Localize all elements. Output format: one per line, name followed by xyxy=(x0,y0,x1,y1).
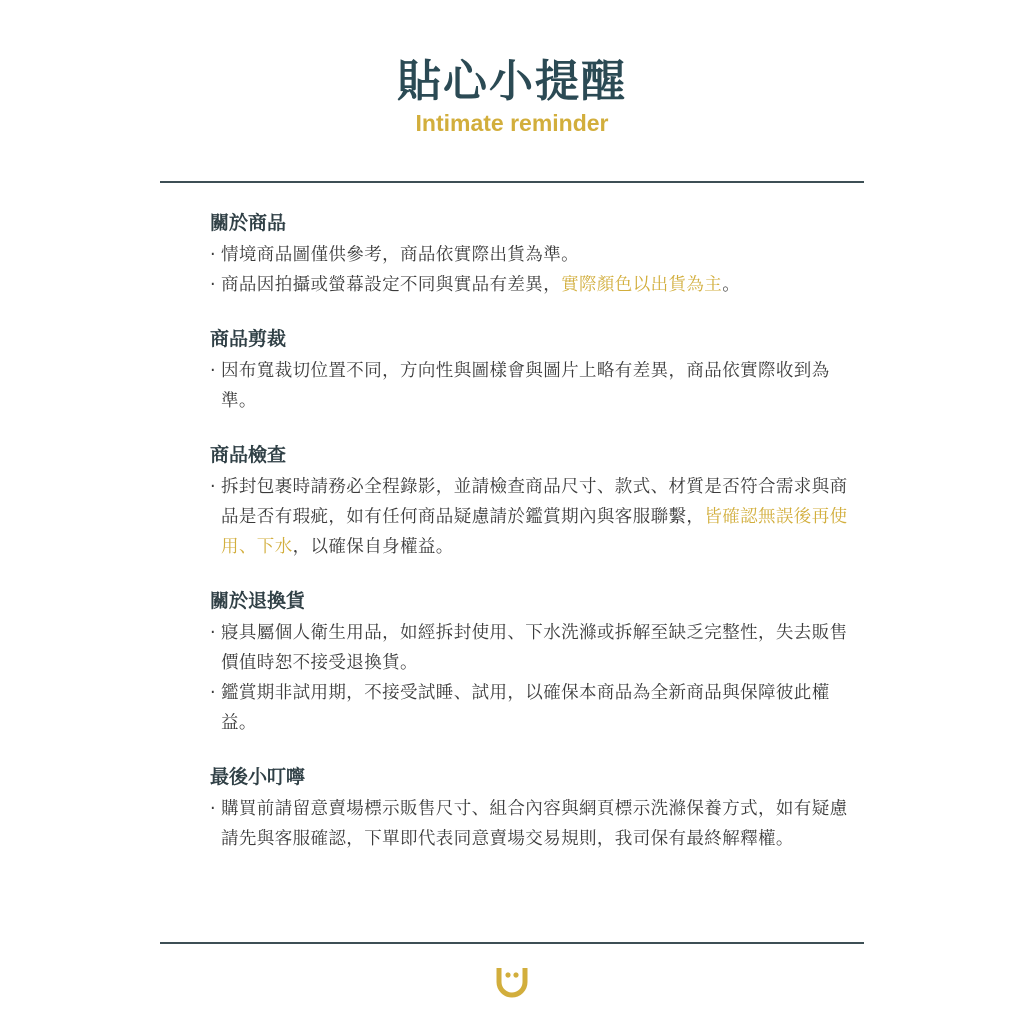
section xyxy=(210,206,850,300)
item-text: 因布寬裁切位置不同，方向性與圖樣會與圖片上略有差異，商品依實際收到為準。 xyxy=(221,361,830,411)
item-text: 寢具屬個人衛生用品，如經拆封使用、下水洗滌或拆解至缺乏完整性，失去販售價值時恕不接受退換貨。 xyxy=(221,623,848,673)
reminder-item xyxy=(210,794,850,854)
reminder-item xyxy=(210,472,850,562)
item-text: 。 xyxy=(722,275,741,295)
reminder-content xyxy=(210,206,850,876)
section-heading: 商品檢查 xyxy=(210,444,287,466)
item-text: 情境商品圖僅供參考，商品依實際出貨為準。 xyxy=(221,245,579,265)
item-text: 鑑賞期非試用期，不接受試睡、試用，以確保本商品為全新商品與保障彼此權益。 xyxy=(221,683,830,733)
item-text: 商品因拍攝或螢幕設定不同與實品有差異， xyxy=(221,275,562,295)
bullet-dot: · xyxy=(210,623,216,643)
item-text: 購買前請留意賣場標示販售尺寸、組合內容與網頁標示洗滌保養方式，如有疑慮請先與客服確認，下單即代表同意賣場交易規則，我司保有最終解釋權。 xyxy=(221,799,848,849)
section-heading: 商品剪裁 xyxy=(210,328,287,350)
reminder-item xyxy=(210,270,850,300)
reminder-item xyxy=(210,356,850,416)
section-heading: 最後小叮嚀 xyxy=(210,766,306,788)
page-subtitle: Intimate reminder xyxy=(415,110,609,136)
section xyxy=(210,438,850,562)
reminder-item xyxy=(210,678,850,738)
reminder-item xyxy=(210,618,850,678)
bullet-dot: · xyxy=(210,683,216,703)
smile-cup-icon xyxy=(494,962,530,998)
item-text: 拆封包裹時請務必全程錄影，並請檢查商品尺寸、款式、材質是否符合需求與商品是否有瑕疵，如有任何商品疑慮請於鑑賞期內與客服聯繫， xyxy=(221,477,848,527)
bullet-dot: · xyxy=(210,477,216,497)
bullet-dot: · xyxy=(210,275,216,295)
top-divider xyxy=(160,181,864,183)
reminder-item xyxy=(210,240,850,270)
bullet-dot: · xyxy=(210,799,216,819)
bottom-divider xyxy=(160,942,864,944)
section xyxy=(210,760,850,854)
bullet-dot: · xyxy=(210,361,216,381)
section xyxy=(210,584,850,738)
item-text: ，以確保自身權益。 xyxy=(292,537,454,557)
bullet-dot: · xyxy=(210,245,216,265)
highlight-text: 實際顏色以出貨為主 xyxy=(561,275,723,295)
section xyxy=(210,322,850,416)
highlight-text: 皆確認無誤後再使用、下水 xyxy=(221,507,848,557)
section-heading: 關於退換貨 xyxy=(210,590,306,612)
section-heading: 關於商品 xyxy=(210,212,287,234)
page-title: 貼心小提醒 xyxy=(397,56,627,107)
